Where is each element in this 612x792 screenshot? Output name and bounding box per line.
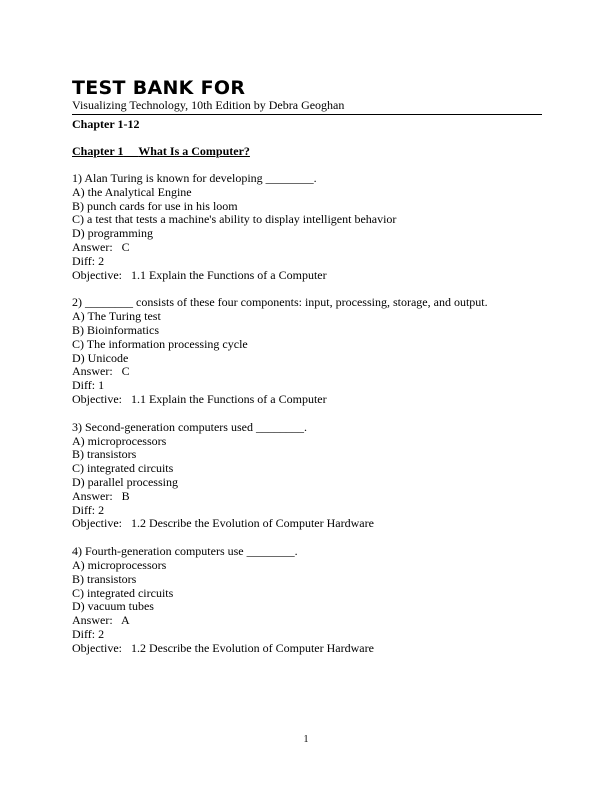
option-b: B) transistors	[72, 571, 137, 586]
banner-title: TEST BANK FOR	[72, 77, 246, 99]
chapter-range: Chapter 1-12	[72, 117, 140, 131]
question-list	[72, 172, 552, 670]
answer: Answer: B	[72, 488, 130, 503]
option-d: D) vacuum tubes	[72, 599, 154, 614]
difficulty: Diff: 2	[72, 253, 105, 268]
difficulty: Diff: 2	[72, 502, 105, 517]
option-b: B) punch cards for use in his loom	[72, 198, 238, 213]
difficulty: Diff: 1	[72, 378, 105, 393]
objective: Objective: 1.2 Describe the Evolution of Computer Hardware	[72, 516, 374, 531]
option-c: C) integrated circuits	[72, 461, 174, 476]
question-4	[72, 545, 552, 655]
question-2	[72, 296, 552, 406]
question-stem: 2) ________ consists of these four components: input, processing, storage, and output.	[72, 295, 488, 310]
option-b: B) transistors	[72, 447, 137, 462]
book-subtitle: Visualizing Technology, 10th Edition by Debra Geoghan	[72, 98, 345, 112]
option-b: B) Bioinformatics	[72, 322, 159, 337]
objective: Objective: 1.2 Describe the Evolution of Computer Hardware	[72, 640, 374, 655]
question-1	[72, 172, 552, 282]
objective: Objective: 1.1 Explain the Functions of a Computer	[72, 267, 327, 282]
question-stem: 3) Second-generation computers used ________.	[72, 419, 307, 434]
option-c: C) The information processing cycle	[72, 336, 248, 351]
question-stem: 1) Alan Turing is known for developing ________.	[72, 171, 317, 185]
option-d: D) parallel processing	[72, 474, 178, 489]
question-3	[72, 421, 552, 531]
option-a: A) The Turing test	[72, 309, 161, 324]
option-d: D) Unicode	[72, 350, 129, 365]
objective: Objective: 1.1 Explain the Functions of a Computer	[72, 391, 327, 406]
answer: Answer: A	[72, 613, 130, 628]
chapter-heading	[72, 144, 250, 158]
option-a: A) microprocessors	[72, 433, 167, 448]
option-a: A) the Analytical Engine	[72, 184, 192, 199]
page-number: 1	[303, 734, 309, 745]
question-stem: 4) Fourth-generation computers use ________.	[72, 544, 298, 559]
chapter-title: What Is a Computer?	[138, 144, 250, 158]
option-a: A) microprocessors	[72, 557, 167, 572]
option-c: C) a test that tests a machine's ability to display intelligent behavior	[72, 212, 397, 227]
header-divider	[72, 114, 542, 115]
answer: Answer: C	[72, 239, 130, 254]
chapter-number: Chapter 1	[72, 144, 124, 158]
difficulty: Diff: 2	[72, 626, 105, 641]
option-c: C) integrated circuits	[72, 585, 174, 600]
answer: Answer: C	[72, 364, 130, 379]
option-d: D) programming	[72, 226, 153, 241]
